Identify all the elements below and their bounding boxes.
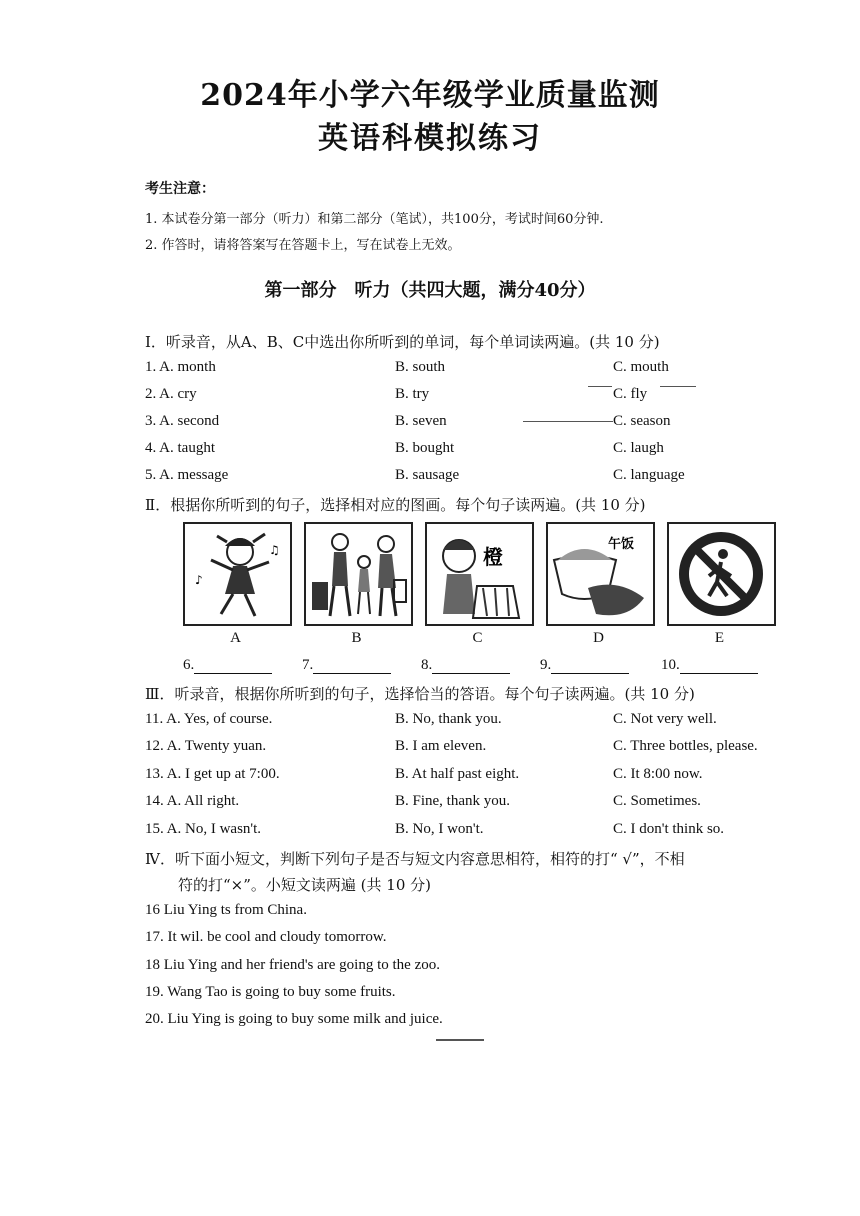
- answer-blank[interactable]: 7.: [302, 657, 391, 674]
- svg-text:♪: ♪: [195, 573, 203, 587]
- option-b: B. try: [395, 386, 430, 402]
- section-4-heading: Ⅳ．听下面小短文，判断下列句子是否与短文内容意思相符，相符的打“ √”，不相: [145, 850, 685, 868]
- picture-label: D: [593, 630, 604, 646]
- option-c: C. Sometimes.: [613, 793, 701, 809]
- section-3-heading: Ⅲ．听录音，根据你所听到的句子，选择恰当的答语。每个句子读两遍。(共 10 分): [145, 685, 695, 703]
- picture-d: [546, 522, 655, 626]
- option-a: 5. A. message: [145, 467, 229, 483]
- picture-label: B: [351, 630, 362, 646]
- option-c: C. laugh: [613, 440, 664, 456]
- option-b: B. I am eleven.: [395, 738, 487, 754]
- option-c: C. season: [613, 413, 671, 429]
- boy-with-vest-icon: [427, 524, 532, 624]
- scan-mark: [436, 1039, 484, 1041]
- option-c: C. Not very well.: [613, 711, 717, 727]
- question-row: [145, 359, 805, 383]
- statement-item: 17. It wil. be cool and cloudy tomorrow.: [145, 929, 387, 945]
- option-b: B. bought: [395, 440, 455, 456]
- picture-label: E: [714, 630, 725, 646]
- question-row: [145, 413, 805, 437]
- option-b: B. seven: [395, 413, 447, 429]
- option-a: 11. A. Yes, of course.: [145, 711, 273, 727]
- question-row: [145, 793, 805, 817]
- picture-caption: 橙: [483, 545, 503, 569]
- exam-subtitle: 英语科模拟练习: [318, 121, 542, 156]
- option-a: 4. A. taught: [145, 440, 215, 456]
- section-1-heading: Ⅰ．听录音，从A、B、C中选出你所听到的单词，每个单词读两遍。(共 10 分): [145, 333, 660, 351]
- statement-item: 20. Liu Ying is going to buy some milk and juice.: [145, 1011, 443, 1027]
- statement-item: 18 Liu Ying and her friend's are going to the zoo.: [145, 957, 440, 973]
- question-row: [145, 766, 805, 790]
- no-walking-sign-icon: [669, 524, 774, 624]
- option-c: C. It 8:00 now.: [613, 766, 703, 782]
- option-c: C. Three bottles, please.: [613, 738, 758, 754]
- picture-label: A: [230, 630, 241, 646]
- scan-mark: [660, 386, 696, 387]
- svg-text:♫: ♫: [269, 543, 280, 557]
- option-a: 12. A. Twenty yuan.: [145, 738, 267, 754]
- option-a: 3. A. second: [145, 413, 220, 429]
- notice-heading: 考生注意：: [145, 181, 215, 197]
- option-b: B. No, I won't.: [395, 821, 484, 837]
- option-a: 15. A. No, I wasn't.: [145, 821, 262, 837]
- picture-a: [183, 522, 292, 626]
- option-c: C. I don't think so.: [613, 821, 725, 837]
- dancing-girl-icon: [185, 524, 290, 624]
- notice-item-1: 1. 本试卷分第一部分（听力）和第二部分（笔试），共100分，考试时间60分钟.: [145, 212, 604, 227]
- statement-item: 19. Wang Tao is going to buy some fruits.: [145, 984, 396, 1000]
- statement-item: 16 Liu Ying ts from China.: [145, 902, 307, 918]
- family-shopping-icon: [306, 524, 411, 624]
- scan-mark: [523, 421, 613, 422]
- exam-title: 2024年小学六年级学业质量监测: [200, 78, 660, 113]
- section-2-heading: Ⅱ．根据你所听到的句子，选择相对应的图画。每个句子读两遍。(共 10 分): [145, 496, 646, 514]
- lunch-bowl-icon: [548, 524, 653, 624]
- scan-mark: [588, 386, 612, 387]
- answer-blank[interactable]: 8.: [421, 657, 510, 674]
- picture-b: [304, 522, 413, 626]
- option-c: C. language: [613, 467, 685, 483]
- option-b: B. At half past eight.: [395, 766, 520, 782]
- question-row: [145, 821, 805, 845]
- question-row: [145, 440, 805, 464]
- option-b: B. sausage: [395, 467, 460, 483]
- option-b: B. No, thank you.: [395, 711, 502, 727]
- option-a: 2. A. cry: [145, 386, 197, 402]
- question-row: [145, 386, 805, 410]
- option-b: B. Fine, thank you.: [395, 793, 510, 809]
- question-row: [145, 711, 805, 735]
- picture-label: C: [472, 630, 483, 646]
- answer-blank[interactable]: 6.: [183, 657, 272, 674]
- answer-blank[interactable]: 10.: [661, 657, 758, 674]
- part-one-title: 第一部分 听力（共四大题，满分40分）: [264, 280, 596, 301]
- option-a: 13. A. I get up at 7:00.: [145, 766, 280, 782]
- picture-caption: 午饭: [608, 537, 635, 552]
- picture-row: [183, 522, 773, 627]
- option-a: 1. A. month: [145, 359, 216, 375]
- section-4-heading-cont: 符的打“×”。小短文读两遍 (共 10 分): [178, 876, 432, 894]
- option-c: C. fly: [613, 386, 648, 402]
- answer-blank[interactable]: 9.: [540, 657, 629, 674]
- option-b: B. south: [395, 359, 446, 375]
- notice-item-2: 2. 作答时，请将答案写在答题卡上，写在试卷上无效。: [145, 238, 461, 253]
- option-a: 14. A. All right.: [145, 793, 240, 809]
- question-row: [145, 467, 805, 491]
- question-row: [145, 738, 805, 762]
- picture-c: [425, 522, 534, 626]
- option-c: C. mouth: [613, 359, 669, 375]
- picture-e: [667, 522, 776, 626]
